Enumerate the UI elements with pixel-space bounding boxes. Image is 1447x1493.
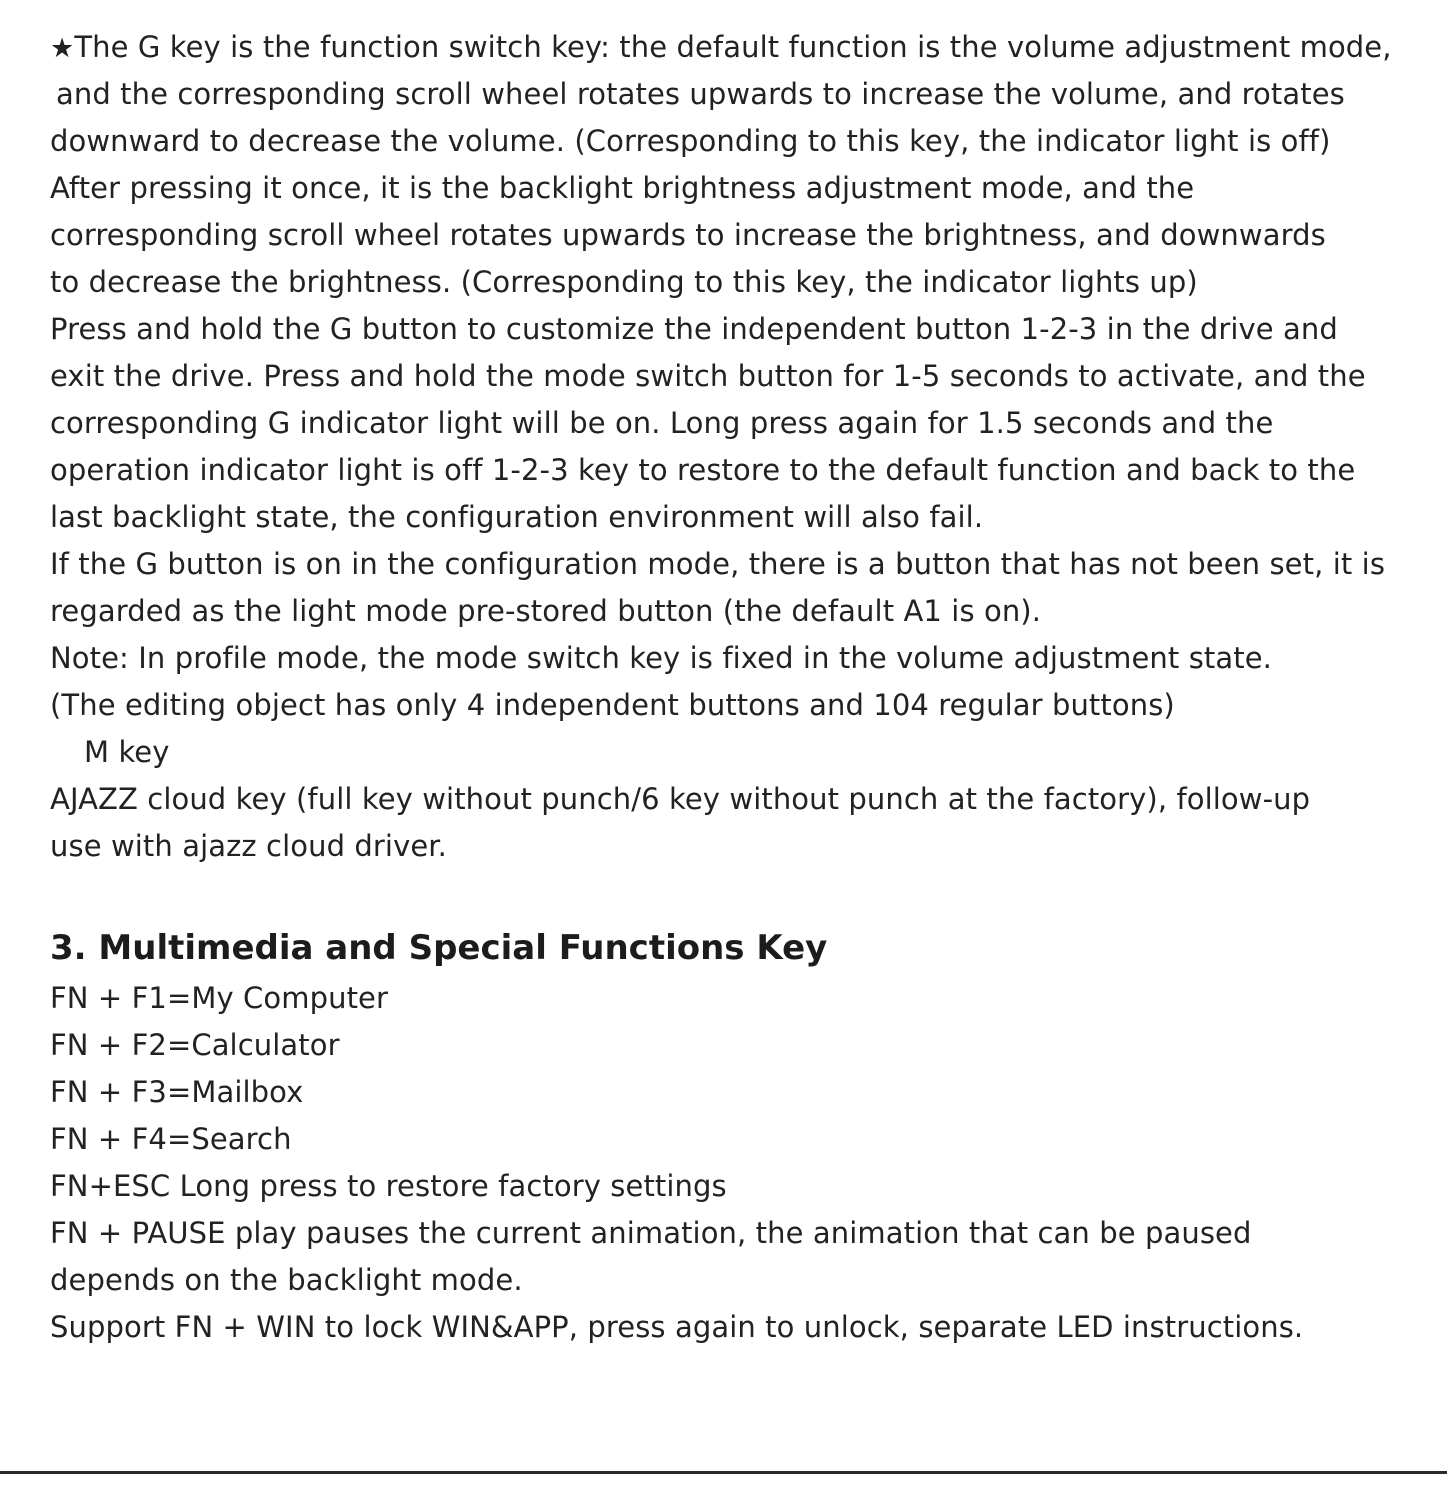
- shortcut-line: Support FN + WIN to lock WIN&APP, press again to unlock, separate LED instructions.: [50, 1310, 1304, 1344]
- paragraph-line: After pressing it once, it is the backlight brightness adjustment mode, and the: [50, 171, 1195, 205]
- paragraph-line: last backlight state, the configuration environment will also fail.: [50, 500, 984, 534]
- shortcut-line: FN+ESC Long press to restore factory settings: [50, 1169, 727, 1203]
- paragraph-line: operation indicator light is off 1-2-3 key to restore to the default function and back to the: [50, 453, 1356, 487]
- paragraph-line: downward to decrease the volume. (Corresponding to this key, the indicator light is off): [50, 124, 1331, 158]
- m-key-label: M key: [84, 735, 170, 769]
- manual-page: [50, 24, 1440, 1351]
- paragraph-line: Press and hold the G button to customize the independent button 1-2-3 in the drive and: [50, 312, 1338, 346]
- section-heading: 3. Multimedia and Special Functions Key: [50, 928, 828, 968]
- paragraph-line: regarded as the light mode pre-stored button (the default A1 is on).: [50, 594, 1042, 628]
- paragraph-line: corresponding G indicator light will be on. Long press again for 1.5 seconds and the: [50, 406, 1274, 440]
- paragraph-line: AJAZZ cloud key (full key without punch/6 key without punch at the factory), follow-up: [50, 782, 1311, 816]
- note-line: (The editing object has only 4 independent buttons and 104 regular buttons): [50, 688, 1175, 722]
- star-icon: ★: [50, 33, 75, 64]
- shortcut-line: FN + F2=Calculator: [50, 1028, 340, 1062]
- shortcut-line: depends on the backlight mode.: [50, 1263, 523, 1297]
- paragraph-line: corresponding scroll wheel rotates upwards to increase the brightness, and downwards: [50, 218, 1326, 252]
- text-line: The G key is the function switch key: the default function is the volume adjustment mode,: [74, 30, 1392, 64]
- paragraph-line: use with ajazz cloud driver.: [50, 829, 447, 863]
- shortcut-line: FN + F3=Mailbox: [50, 1075, 304, 1109]
- shortcut-line: FN + F4=Search: [50, 1122, 292, 1156]
- bottom-divider: [0, 1471, 1447, 1474]
- shortcut-line: FN + PAUSE play pauses the current animation, the animation that can be paused: [50, 1216, 1252, 1250]
- paragraph-line: exit the drive. Press and hold the mode switch button for 1-5 seconds to activate, and the: [50, 359, 1366, 393]
- section-spacer: [50, 870, 1440, 923]
- paragraph-line: [50, 24, 1440, 71]
- paragraph-line: to decrease the brightness. (Corresponding to this key, the indicator lights up): [50, 265, 1198, 299]
- paragraph-line: and the corresponding scroll wheel rotates upwards to increase the volume, and rotates: [56, 77, 1345, 111]
- note-line: Note: In profile mode, the mode switch key is fixed in the volume adjustment state.: [50, 641, 1272, 675]
- paragraph-line: If the G button is on in the configuration mode, there is a button that has not been set, it is: [50, 547, 1386, 581]
- shortcut-line: FN + F1=My Computer: [50, 981, 389, 1015]
